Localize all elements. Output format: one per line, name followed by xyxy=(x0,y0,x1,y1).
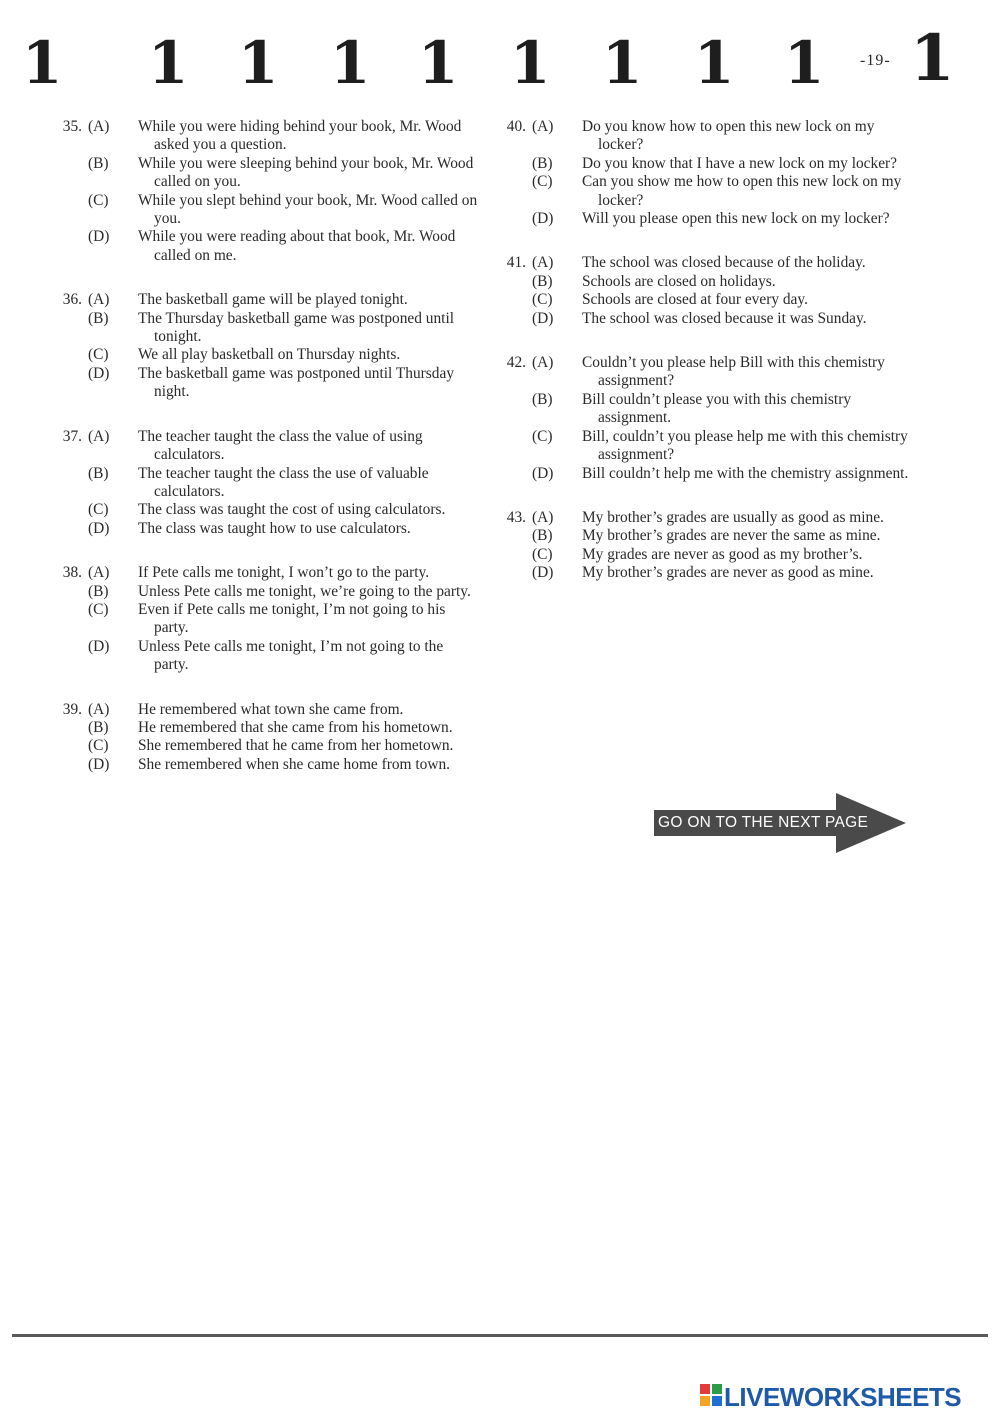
option-text: The teacher taught the class the use of valuable calculators. xyxy=(138,464,429,500)
answer-option[interactable] xyxy=(502,546,922,564)
section-number: 1 xyxy=(22,29,63,97)
answer-option[interactable] xyxy=(58,428,478,465)
answer-option[interactable] xyxy=(502,465,922,483)
option-text: While you were reading about that book, Mr. Wood called on me. xyxy=(138,228,456,264)
question-item xyxy=(58,564,478,674)
option-letter: (C) xyxy=(88,501,109,519)
answer-option[interactable] xyxy=(58,501,478,519)
answer-option[interactable] xyxy=(58,118,478,155)
option-letter: (D) xyxy=(88,637,110,655)
option-text: Schools are closed on holidays. xyxy=(582,272,776,290)
option-text: My brother’s grades are never as good as mine. xyxy=(582,564,874,582)
question-item xyxy=(502,509,922,583)
option-letter: (A) xyxy=(88,700,110,718)
option-text: Couldn’t you please help Bill with this chemistry assignment? xyxy=(582,354,885,390)
question-item xyxy=(58,428,478,538)
option-text: Do you know that I have a new lock on my locker? xyxy=(582,154,897,172)
answer-option[interactable] xyxy=(58,583,478,601)
option-text: We all play basketball on Thursday nights. xyxy=(138,346,401,364)
option-letter: (C) xyxy=(532,545,553,563)
question-item xyxy=(502,254,922,328)
answer-option[interactable] xyxy=(58,310,478,347)
answer-option[interactable] xyxy=(58,719,478,737)
answer-option[interactable] xyxy=(58,365,478,402)
answer-option[interactable] xyxy=(502,564,922,582)
option-text: Bill, couldn’t you please help me with this chemistry assignment? xyxy=(582,427,908,464)
option-letter: (D) xyxy=(532,210,554,228)
option-letter: (C) xyxy=(88,600,109,618)
question-number: 36. xyxy=(62,291,82,309)
option-text: The school was closed because it was Sunday. xyxy=(582,309,867,327)
answer-option[interactable] xyxy=(58,520,478,538)
answer-option[interactable] xyxy=(58,228,478,265)
option-text: The teacher taught the class the value of using calculators. xyxy=(138,427,423,464)
option-letter: (D) xyxy=(88,364,110,382)
option-text: The basketball game will be played tonight. xyxy=(138,291,408,309)
option-text: She remembered that he came from her hometown. xyxy=(138,737,454,755)
option-letter: (A) xyxy=(88,564,110,582)
question-item xyxy=(58,701,478,775)
option-letter: (A) xyxy=(532,508,554,526)
question-item xyxy=(502,118,922,228)
option-text: Bill couldn’t please you with this chemistry assignment. xyxy=(582,390,852,427)
answer-option[interactable] xyxy=(502,310,922,328)
brand-name: LIVEWORKSHEETS xyxy=(724,1382,962,1412)
option-letter: (A) xyxy=(88,118,110,135)
section-number: 1 xyxy=(602,29,643,97)
answer-option[interactable] xyxy=(58,756,478,774)
option-text: He remembered what town she came from. xyxy=(138,700,404,718)
option-text: Even if Pete calls me tonight, I’m not going to his party. xyxy=(138,600,446,637)
option-letter: (A) xyxy=(532,354,554,372)
page-number: -19- xyxy=(860,52,891,69)
option-letter: (C) xyxy=(532,427,553,445)
option-text: Unless Pete calls me tonight, I’m not going to the party. xyxy=(138,637,444,674)
section-number: 1 xyxy=(910,21,955,96)
option-text: Will you please open this new lock on my locker? xyxy=(582,210,890,228)
section-number: 1 xyxy=(784,29,825,97)
option-letter: (A) xyxy=(88,291,110,309)
option-letter: (B) xyxy=(88,154,109,172)
option-text: My brother’s grades are usually as good as mine. xyxy=(582,508,884,526)
answer-option[interactable] xyxy=(58,638,478,675)
answer-option[interactable] xyxy=(58,564,478,582)
answer-option[interactable] xyxy=(502,354,922,391)
answer-option[interactable] xyxy=(502,527,922,545)
section-number: 1 xyxy=(148,29,189,97)
section-number: 1 xyxy=(418,29,459,97)
option-text: My grades are never as good as my brother’s. xyxy=(582,545,863,563)
answer-option[interactable] xyxy=(502,118,922,155)
left-column xyxy=(58,118,478,800)
option-letter: (C) xyxy=(532,173,553,191)
option-letter: (C) xyxy=(88,191,109,209)
option-letter: (B) xyxy=(532,154,553,172)
answer-option[interactable] xyxy=(58,155,478,192)
next-page-label: GO ON TO THE NEXT PAGE xyxy=(658,814,869,831)
section-number: 1 xyxy=(510,29,551,97)
option-text: The class was taught how to use calculators. xyxy=(138,519,411,537)
answer-option[interactable] xyxy=(502,291,922,309)
option-letter: (C) xyxy=(88,737,109,755)
next-page-arrow[interactable] xyxy=(654,793,906,853)
answer-option[interactable] xyxy=(58,291,478,309)
option-letter: (D) xyxy=(88,228,110,246)
answer-option[interactable] xyxy=(58,192,478,229)
answer-option[interactable] xyxy=(502,254,922,272)
option-text: She remembered when she came home from town. xyxy=(138,755,450,773)
answer-option[interactable] xyxy=(502,391,922,428)
option-letter: (A) xyxy=(532,254,554,272)
option-letter: (C) xyxy=(88,346,109,364)
option-letter: (B) xyxy=(88,464,109,482)
question-number: 41. xyxy=(506,254,526,272)
option-text: The school was closed because of the holiday. xyxy=(582,254,866,272)
question-number: 43. xyxy=(506,508,526,526)
option-letter: (D) xyxy=(532,309,554,327)
answer-option[interactable] xyxy=(502,155,922,173)
option-letter: (D) xyxy=(532,464,554,482)
right-column xyxy=(502,118,922,609)
option-text: Unless Pete calls me tonight, we’re going to the party. xyxy=(138,582,471,600)
question-number: 35. xyxy=(62,118,82,135)
section-number: 1 xyxy=(694,29,735,97)
section-number: 1 xyxy=(238,29,279,97)
option-letter: (D) xyxy=(88,519,110,537)
brand-logo-icon xyxy=(700,1384,722,1406)
option-text: He remembered that she came from his hometown. xyxy=(138,718,453,736)
answer-option[interactable] xyxy=(502,173,922,210)
option-text: Schools are closed at four every day. xyxy=(582,291,808,309)
option-text: While you were hiding behind your book, Mr. Wood asked you a question. xyxy=(138,118,462,154)
answer-option[interactable] xyxy=(58,346,478,364)
option-text: While you were sleeping behind your book, Mr. Wood called on you. xyxy=(138,154,474,191)
question-number: 42. xyxy=(506,354,526,372)
option-letter: (B) xyxy=(88,582,109,600)
brand-logo xyxy=(700,1382,996,1412)
answer-option[interactable] xyxy=(502,428,922,465)
option-letter: (B) xyxy=(88,309,109,327)
option-letter: (B) xyxy=(532,272,553,290)
option-text: Bill couldn’t help me with the chemistry assignment. xyxy=(582,464,909,482)
answer-option[interactable] xyxy=(58,601,478,638)
answer-option[interactable] xyxy=(58,701,478,719)
option-letter: (C) xyxy=(532,291,553,309)
question-number: 38. xyxy=(62,564,82,582)
question-number: 39. xyxy=(62,700,82,718)
option-letter: (B) xyxy=(88,718,109,736)
footer-divider xyxy=(12,1334,988,1337)
answer-option[interactable] xyxy=(58,737,478,755)
option-letter: (A) xyxy=(88,427,110,445)
question-item xyxy=(58,291,478,401)
answer-option[interactable] xyxy=(502,210,922,228)
option-text: The basketball game was postponed until Thursday night. xyxy=(138,364,455,401)
question-number: 40. xyxy=(506,118,526,135)
option-text: The class was taught the cost of using calculators. xyxy=(138,501,446,519)
option-letter: (D) xyxy=(88,755,110,773)
answer-option[interactable] xyxy=(58,465,478,502)
option-text: Can you show me how to open this new lock on my locker? xyxy=(582,173,902,209)
question-item xyxy=(502,354,922,483)
answer-option[interactable] xyxy=(502,509,922,527)
page-header xyxy=(0,0,1000,100)
option-letter: (B) xyxy=(532,390,553,408)
option-letter: (B) xyxy=(532,527,553,545)
question-number: 37. xyxy=(62,427,82,445)
option-letter: (D) xyxy=(532,564,554,582)
option-text: Do you know how to open this new lock on my locker? xyxy=(582,118,875,154)
option-text: If Pete calls me tonight, I won’t go to the party. xyxy=(138,564,430,582)
option-text: The Thursday basketball game was postponed until tonight. xyxy=(138,309,455,346)
option-text: While you slept behind your book, Mr. Wood called on you. xyxy=(138,191,478,228)
answer-option[interactable] xyxy=(502,273,922,291)
section-number: 1 xyxy=(330,29,371,97)
option-text: My brother’s grades are never the same as mine. xyxy=(582,527,881,545)
option-letter: (A) xyxy=(532,118,554,135)
question-item xyxy=(58,118,478,265)
